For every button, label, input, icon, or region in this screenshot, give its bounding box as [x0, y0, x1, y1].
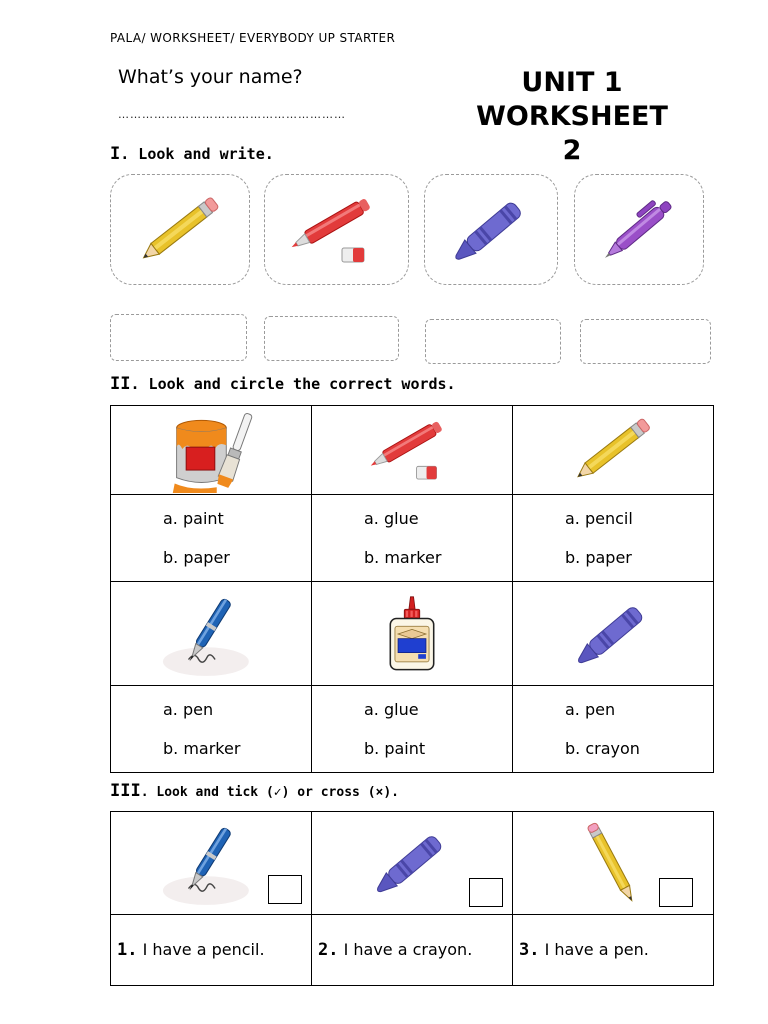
picture-card-4	[574, 174, 704, 285]
option-b[interactable]: b. paint	[364, 739, 426, 758]
table-row	[111, 495, 714, 582]
tick-box-3[interactable]	[659, 878, 693, 907]
tick-cross-table	[110, 811, 714, 986]
write-box-1[interactable]	[110, 314, 247, 361]
worksheet-header: PALA/ WORKSHEET/ EVERYBODY UP STARTER	[110, 31, 396, 45]
picture-cell	[513, 582, 714, 686]
options-cell	[111, 495, 312, 582]
paint-icon	[161, 407, 261, 493]
option-b[interactable]: b. crayon	[565, 739, 640, 758]
crayon-icon	[440, 188, 542, 272]
options-cell	[513, 495, 714, 582]
write-box-3[interactable]	[425, 319, 561, 364]
pen-icon	[157, 588, 265, 680]
section-1-title-text: . Look and write.	[120, 145, 274, 163]
option-a[interactable]: a. pencil	[565, 509, 633, 528]
sentence-number: 3.	[519, 940, 540, 960]
pencil-icon	[582, 817, 644, 909]
picture-card-3	[424, 174, 558, 285]
picture-cell	[312, 406, 513, 495]
sentence-text: I have a pencil.	[137, 940, 265, 959]
section-2-title-text: . Look and circle the correct words.	[130, 375, 456, 393]
pencil-icon	[128, 188, 232, 272]
marker-icon	[282, 189, 392, 271]
tick-box-1[interactable]	[268, 875, 302, 904]
picture-cell	[312, 812, 513, 915]
pen-icon	[157, 817, 265, 909]
section-1-title	[110, 144, 274, 164]
options-cell	[513, 686, 714, 773]
write-box-4[interactable]	[580, 319, 711, 364]
name-question: What’s your name?	[118, 66, 303, 88]
picture-cell	[513, 812, 714, 915]
option-a[interactable]: a. glue	[364, 700, 419, 719]
picture-cell	[111, 812, 312, 915]
sentence-cell	[111, 915, 312, 986]
name-answer-line[interactable]: …………………………………………………	[118, 108, 346, 121]
tick-box-2[interactable]	[469, 878, 503, 907]
options-cell	[312, 495, 513, 582]
option-a[interactable]: a. glue	[364, 509, 419, 528]
option-b[interactable]: b. marker	[364, 548, 442, 567]
table-row	[111, 582, 714, 686]
picture-card-1	[110, 174, 250, 285]
picture-card-2	[264, 174, 409, 285]
section-2-number: II	[110, 374, 131, 394]
table-row	[111, 406, 714, 495]
crayon-icon	[563, 592, 663, 676]
unit-title-line1: UNIT 1	[521, 67, 623, 98]
picture-cell	[111, 406, 312, 495]
sentence-number: 1.	[117, 940, 138, 960]
options-cell	[312, 686, 513, 773]
section-2-title	[110, 374, 456, 394]
option-b[interactable]: b. marker	[163, 739, 241, 758]
option-b[interactable]: b. paper	[565, 548, 632, 567]
section-3-title	[110, 781, 399, 801]
picture-cell	[111, 582, 312, 686]
picture-cell	[312, 582, 513, 686]
pencil-icon	[563, 408, 663, 492]
sentence-cell	[513, 915, 714, 986]
option-a[interactable]: a. paint	[163, 509, 224, 528]
section-3-number: III	[110, 781, 141, 801]
table-row	[111, 686, 714, 773]
sentence-text: I have a pen.	[539, 940, 649, 959]
option-b[interactable]: b. paper	[163, 548, 230, 567]
sentence-cell	[312, 915, 513, 986]
section-3-title-text: . Look and tick (✓) or cross (×).	[140, 785, 399, 800]
table-row	[111, 915, 714, 986]
option-a[interactable]: a. pen	[565, 700, 616, 719]
sentence-text: I have a crayon.	[338, 940, 473, 959]
sentence-number: 2.	[318, 940, 339, 960]
glue-icon	[381, 586, 443, 682]
option-a[interactable]: a. pen	[163, 700, 214, 719]
crayon-icon	[362, 821, 462, 905]
marker-icon	[362, 413, 462, 487]
circle-words-table	[110, 405, 714, 773]
table-row	[111, 812, 714, 915]
pen-icon	[589, 188, 689, 272]
unit-title	[472, 66, 672, 168]
unit-title-line2: WORKSHEET 2	[476, 101, 668, 166]
options-cell	[111, 686, 312, 773]
picture-cell	[513, 406, 714, 495]
write-box-2[interactable]	[264, 316, 399, 361]
section-1-number: I	[110, 144, 121, 164]
